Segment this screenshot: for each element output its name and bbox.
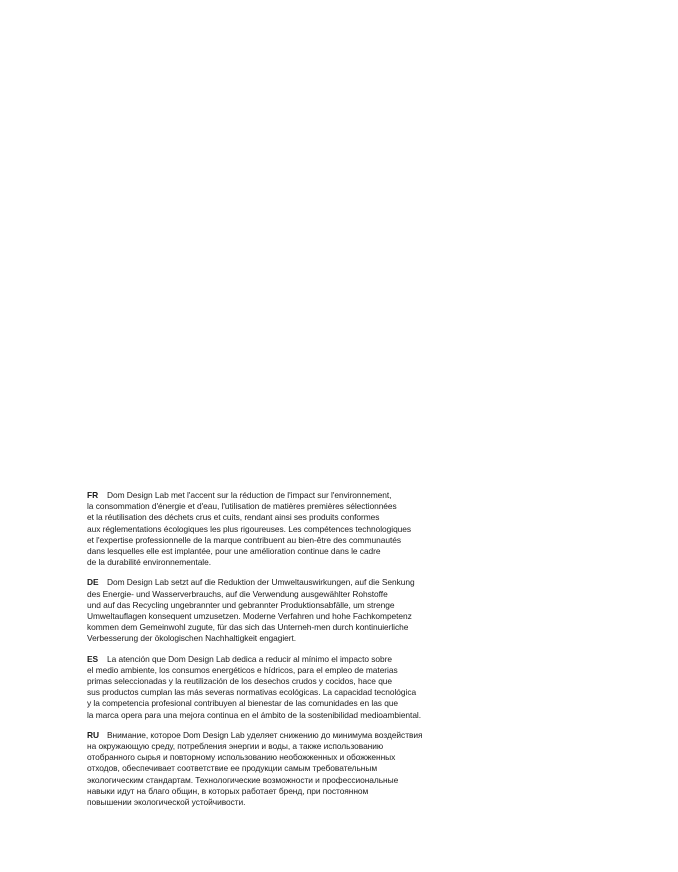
section-line: dans lesquelles elle est implantée, pour une amélioration continue dans le cadre	[87, 546, 381, 557]
section-line: primas seleccionadas y la reutilización de los desechos crudos y cocidos, hace que	[87, 676, 393, 687]
section-line: et la réutilisation des déchets crus et cuits, rendant ainsi ses produits conformes	[87, 512, 380, 523]
section-line: et l'expertise professionnelle de la marque contribuent au bien-être des communautés	[87, 534, 401, 545]
section-line: y la competencia profesional contribuyen al bienestar de las comunidades en las que	[87, 698, 399, 709]
section-line: экологическим стандартам. Технологические возможности и профессиональные	[87, 774, 399, 785]
section-line	[87, 730, 487, 741]
section-line: sus productos cumplan las más severas normativas ecológicas. La capacidad tecnológica	[87, 687, 417, 698]
section-line: на окружающую среду, потребления энергии и воды, а также использованию	[87, 741, 384, 752]
language-code-ru: RU	[87, 729, 99, 740]
section-line: kommen dem Gemeinwohl zugute, für das sich das Unterneh-men durch kontinuierliche	[87, 622, 409, 633]
section-line: el medio ambiente, los consumos energéticos e hídricos, para el empleo de materias	[87, 664, 398, 675]
section-line: la marca opera para una mejora continua en el ámbito de la sostenibilidad medioambiental.	[87, 709, 422, 720]
line-text: Dom Design Lab met l'accent sur la réduction de l'impact sur l'environnement,	[107, 490, 392, 500]
section-line: des Energie- und Wasserverbrauchs, auf die Verwendung ausgewählter Rohstoffe	[87, 588, 388, 599]
section-line	[87, 490, 487, 501]
section-fr	[87, 490, 487, 568]
section-ru	[87, 730, 487, 808]
section-line: Verbesserung der ökologischen Nachhaltigkeit engagiert.	[87, 633, 297, 644]
section-de	[87, 577, 487, 644]
section-line: de la durabilité environnementale.	[87, 557, 212, 568]
line-text: Dom Design Lab setzt auf die Reduktion der Umweltauswirkungen, auf die Senkung	[107, 577, 415, 588]
section-line	[87, 577, 487, 588]
section-line: отходов, обеспечивает соответствие ее продукции самым требовательным	[87, 763, 378, 774]
section-line: aux réglementations écologiques les plus rigoureuses. Les compétences technologiques	[87, 523, 412, 534]
line-text: La atención que Dom Design Lab dedica a reducir al mínimo el impacto sobre	[107, 653, 392, 664]
language-code-es: ES	[87, 653, 99, 664]
section-line: отобранного сырья и повторному использованию необожженных и обожженных	[87, 752, 396, 763]
section-line: навыки идут на благо общин, в которых работает бренд, при постоянном	[87, 785, 369, 796]
section-line: und auf das Recycling ungebrannter und gebrannter Produktionsabfälle, um strenge	[87, 599, 395, 610]
section-line	[87, 654, 487, 665]
multilingual-text-block	[87, 490, 487, 817]
section-line: Umweltauflagen konsequent umzusetzen. Moderne Verfahren und hohe Fachkompetenz	[87, 611, 412, 622]
section-es	[87, 654, 487, 721]
section-line: la consommation d'énergie et d'eau, l'utilisation de matières premières sélectionnées	[87, 501, 397, 512]
language-code-de: DE	[87, 577, 99, 588]
section-line: повышении экологической устойчивости.	[87, 797, 246, 808]
line-text: Внимание, которое Dom Design Lab уделяет снижению до минимума воздействия	[107, 729, 423, 740]
language-code-fr: FR	[87, 490, 99, 500]
